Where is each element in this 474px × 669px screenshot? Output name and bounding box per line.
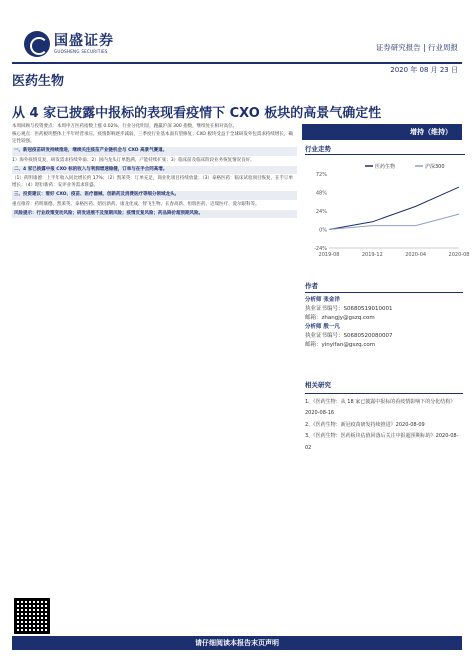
author-fullname: 张金洋 bbox=[321, 297, 340, 303]
footer-disclaimer: 请仔细阅读本报告末页声明 bbox=[12, 636, 462, 650]
highlight-paragraph: 风险提示：行业政策变动风险；研发进展不及预期风险；疫情反复风险；药品降价超预期风险。 bbox=[12, 210, 297, 218]
body-paragraph: 重点推荐：药明康德、凯莱英、泰格医药、昭衍新药、康龙化成、智飞生物、长春高新、恒瑞医药、迈瑞医疗、爱尔眼科等。 bbox=[12, 201, 260, 207]
report-body bbox=[12, 124, 297, 220]
y-tick-label: 48% bbox=[315, 190, 327, 197]
logo-icon bbox=[24, 31, 50, 57]
logo-cn: 国盛证券 bbox=[54, 33, 114, 49]
legend-label: 沪深300 bbox=[425, 164, 445, 170]
page-title: 从 4 家已披露中报标的表现看疫情下 CXO 板块的高景气确定性 bbox=[12, 106, 382, 121]
body-paragraph: 核心观点：医药板块整体上半年经营承压，疫情影响逐步减弱，三季度行业基本面有望修复；CXO 板块受益于全球研发外包需求持续增长，确定性较强。 bbox=[12, 132, 293, 144]
highlight-paragraph: 三、投资建议：看好 CXO、疫苗、医疗器械、创新药及消费医疗等细分领域龙头。 bbox=[12, 191, 297, 199]
y-tick-label: 24% bbox=[315, 209, 327, 215]
author-email: 邮箱：yinyifan@gszq.com bbox=[305, 342, 376, 348]
trend-chart bbox=[305, 160, 470, 260]
author-license: 执业证书编号：S0680519010001 bbox=[305, 306, 393, 312]
series-line bbox=[329, 214, 459, 229]
legend-label: 医药生物 bbox=[375, 164, 396, 170]
x-tick-label: 2019-12 bbox=[361, 252, 383, 258]
body-paragraph: （1）药明康德：上半年收入同比增长约 17%；（2）凯莱英：订单充足，商业化项目持续放量；（3）泰格医药：临床试验项目恢复，在手订单增长；（4）昭衍新药：安评业务需求旺盛。 bbox=[12, 176, 294, 188]
author-fullname: 殷一凡 bbox=[321, 324, 340, 330]
report-date: 2020 年 08 月 23 日 bbox=[390, 66, 458, 74]
y-tick-label: -24% bbox=[314, 246, 327, 252]
header-divider bbox=[12, 62, 462, 64]
logo-en: GUOSHENG SECURITIES bbox=[54, 49, 108, 54]
trend-title: 行业走势 bbox=[305, 144, 465, 155]
related-title: 相关研究 bbox=[305, 380, 463, 394]
x-tick-label: 2019-08 bbox=[318, 252, 340, 258]
authors-title: 作者 bbox=[305, 282, 463, 293]
x-tick-label: 2020-08 bbox=[448, 252, 470, 258]
body-paragraph: 本周回顾与投资要点：本周申万医药指数上涨 0.02%，行业分化明显，跑赢沪深 300 指数，继续处在相对高位。 bbox=[12, 124, 238, 129]
author-license: 执业证书编号：S0680520080007 bbox=[305, 333, 393, 339]
qr-code bbox=[14, 598, 50, 634]
x-tick-label: 2020-04 bbox=[405, 252, 427, 258]
author-email: 邮箱：zhangjy@gszq.com bbox=[305, 315, 375, 321]
highlight-paragraph: 二、4 家已披露中报 CXO 标的收入与利润增速稳健，订单与在手合同高增。 bbox=[12, 166, 297, 174]
rating-badge: 增持（维持） bbox=[302, 124, 462, 140]
y-tick-label: 0% bbox=[319, 227, 327, 234]
author-role: 分析师 bbox=[305, 324, 322, 330]
y-tick-label: 72% bbox=[315, 172, 327, 178]
related-item[interactable]: 1、《医药生物：从 18 家已披露中报标的看疫情影响下的分化结构》2020-08-16 bbox=[305, 398, 456, 416]
sector-label: 医药生物 bbox=[12, 74, 65, 89]
author-role: 分析师 bbox=[305, 297, 322, 303]
author-name bbox=[305, 296, 463, 305]
report-type: 证券研究报告 | 行业周报 bbox=[375, 43, 458, 52]
series-line bbox=[329, 187, 459, 229]
related-section bbox=[305, 380, 463, 454]
body-paragraph: 1）海外疫情反复，研发需求持续外溢；2）国内龙头订单饱满，产能持续扩张；3）临床前及临床阶段业务恢复情况良好。 bbox=[12, 157, 255, 163]
author-name bbox=[305, 323, 463, 332]
highlight-paragraph: 一、新冠疫苗研发持续推进，继续关注疫苗产业链机会与 CXO 高景气赛道。 bbox=[12, 147, 297, 155]
authors-section bbox=[305, 282, 463, 350]
company-logo bbox=[24, 30, 134, 58]
trend-section bbox=[305, 144, 465, 158]
related-item[interactable]: 2、《医药生物：新冠疫苗研发持续推进》2020-08-09 bbox=[305, 421, 425, 428]
related-item[interactable]: 3、《医药生物：医药板块估值回落后关注中报超预期标的》2020-08-02 bbox=[305, 433, 459, 451]
